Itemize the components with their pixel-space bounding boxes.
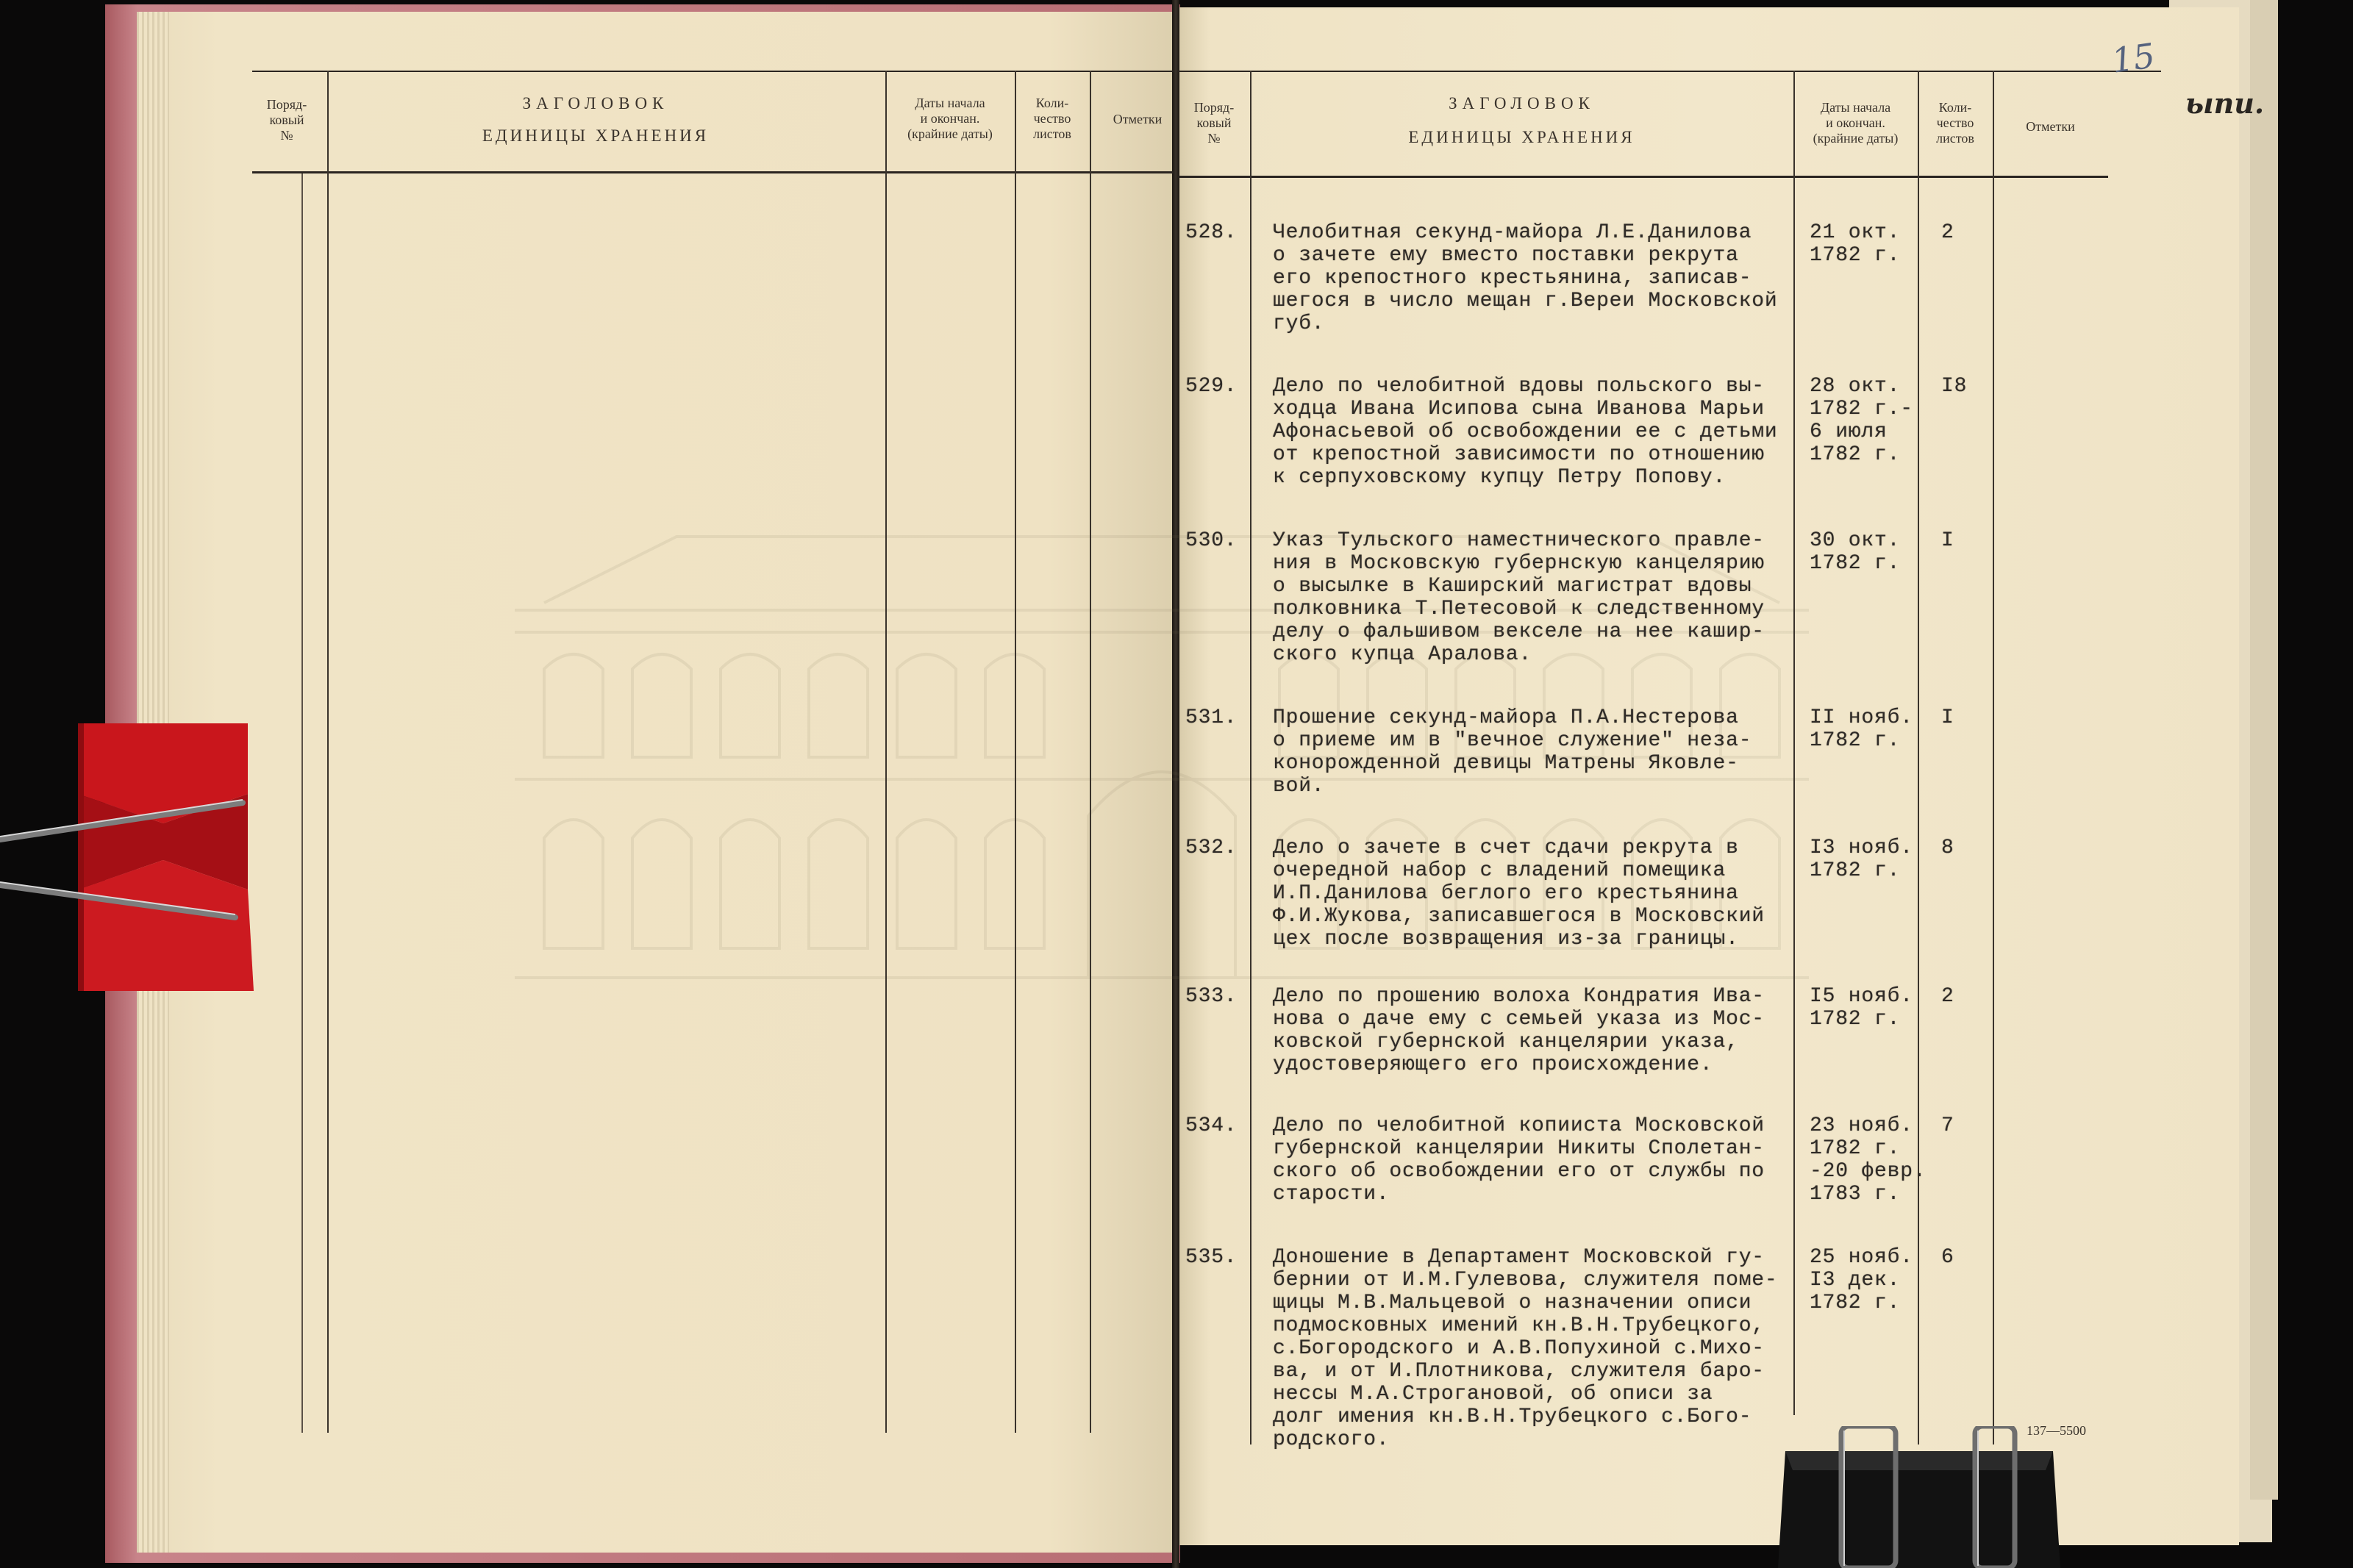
item-sheet-count: 6	[1941, 1246, 1954, 1269]
right-header-top-rule	[1178, 71, 2161, 72]
header-label: Коли-	[1035, 96, 1069, 110]
left-header-dates	[885, 96, 1015, 142]
item-title-line: ния в Московскую губернскую канцелярию	[1273, 552, 1765, 575]
form-code: 137—5500	[2027, 1423, 2086, 1438]
header-label: Поряд-	[266, 97, 307, 112]
right-header-order-no	[1178, 100, 1250, 146]
item-sheet-count: I	[1941, 706, 1954, 729]
item-dates-line: 1783 г.	[1810, 1183, 1901, 1206]
item-dates-line: 1782 г.	[1810, 552, 1901, 575]
page-number: 15	[2109, 35, 2158, 81]
right-column-rule	[1993, 71, 1994, 1445]
item-title-line: вой.	[1273, 775, 1325, 798]
item-sheet-count: 8	[1941, 837, 1954, 859]
item-title-line: удостоверяющего его происхождение.	[1273, 1053, 1713, 1076]
right-header-bottom-rule	[1178, 176, 2108, 178]
item-title-line: губернской канцелярии Никиты Сполетан-	[1273, 1137, 1765, 1160]
header-label: и окончан.	[920, 111, 980, 126]
item-title-line: нессы М.А.Строгановой, об описи за	[1273, 1383, 1713, 1406]
item-title-line: от крепостной зависимости по отношению	[1273, 443, 1765, 466]
item-dates-line: 30 окт.	[1810, 529, 1901, 552]
header-label: чество	[1033, 111, 1071, 126]
item-title-line: ходца Ивана Исипова сына Иванова Марьи	[1273, 398, 1765, 420]
item-title-line: И.П.Данилова беглого его крестьянина	[1273, 882, 1739, 905]
item-number: 535.	[1185, 1246, 1238, 1269]
item-dates	[1810, 837, 1913, 882]
item-title	[1273, 1114, 1765, 1206]
left-header-bottom-rule	[252, 171, 1174, 173]
header-label: Даты начала	[1820, 100, 1891, 115]
item-number: 532.	[1185, 837, 1238, 859]
item-title-line: о зачете ему вместо поставки рекрута	[1273, 244, 1739, 267]
item-title-line: Указ Тульского наместнического правле-	[1273, 529, 1765, 552]
item-dates	[1810, 529, 1900, 575]
red-binder-clip	[0, 706, 265, 1000]
item-number: 528.	[1185, 221, 1238, 244]
black-binder-clip	[1765, 1426, 2074, 1568]
left-column-rule	[1090, 71, 1091, 1433]
header-label: чество	[1936, 115, 1974, 130]
item-title-line: конорожденной девицы Матрены Яковле-	[1273, 752, 1739, 775]
item-dates-line: 28 окт.	[1810, 375, 1901, 398]
item-dates-line: 1782 г.	[1810, 1292, 1901, 1314]
item-dates	[1810, 1246, 1913, 1314]
item-title-line: ского купца Аралова.	[1273, 643, 1532, 666]
item-dates-line: -20 февр.	[1810, 1160, 1927, 1183]
item-dates	[1810, 706, 1913, 752]
item-dates-line: 1782 г.-	[1810, 398, 1913, 420]
item-title-line: шегося в число мещан г.Вереи Московской	[1273, 290, 1778, 312]
item-dates-line: 1782 г.	[1810, 729, 1901, 752]
item-title-line: к серпуховскому купцу Петру Попову.	[1273, 466, 1727, 489]
header-label: листов	[1033, 126, 1071, 141]
item-title	[1273, 1246, 1778, 1451]
left-header-title: ЗАГОЛОВОК	[522, 94, 669, 112]
item-title	[1273, 706, 1752, 798]
item-title-line: долг имения кн.В.Н.Трубецкого с.Бого-	[1273, 1406, 1752, 1428]
item-title-line: ковской губернской канцелярии указа,	[1273, 1031, 1739, 1053]
item-number: 533.	[1185, 985, 1238, 1008]
item-dates-line: 1782 г.	[1810, 859, 1901, 882]
item-title-line: Дело о зачете в счет сдачи рекрута в	[1273, 837, 1739, 859]
item-sheet-count: I8	[1941, 375, 1968, 398]
header-label: (крайние даты)	[907, 126, 993, 141]
item-dates-line: 25 нояб.	[1810, 1246, 1913, 1269]
header-label: Даты начала	[915, 96, 985, 110]
item-title	[1273, 221, 1778, 335]
item-dates	[1810, 221, 1900, 267]
right-header-dates	[1793, 100, 1918, 146]
item-dates-line: 1782 г.	[1810, 1137, 1901, 1160]
item-sheet-count: 2	[1941, 985, 1954, 1008]
left-column-rule	[327, 71, 329, 1433]
item-dates-line: 21 окт.	[1810, 221, 1901, 244]
header-label: и окончан.	[1826, 115, 1885, 130]
item-title-line: Ф.И.Жукова, записавшегося в Московский	[1273, 905, 1765, 928]
item-title-line: нова о даче ему с семьей указа из Мос-	[1273, 1008, 1765, 1031]
item-title-line: Челобитная секунд-майора Л.Е.Данилова	[1273, 221, 1752, 244]
underlying-sheet-edge	[2250, 0, 2278, 1500]
item-dates-line: I3 дек.	[1810, 1269, 1901, 1292]
right-header-sheets	[1918, 100, 1993, 146]
item-title-line: губ.	[1273, 312, 1325, 335]
left-header-notes: Отметки	[1113, 112, 1163, 126]
item-dates	[1810, 985, 1913, 1031]
header-label: листов	[1936, 131, 1974, 146]
item-dates-line: 1782 г.	[1810, 1008, 1901, 1031]
left-column-rule	[1015, 71, 1016, 1433]
item-title-line: очередной набор с владений помещика	[1273, 859, 1727, 882]
right-column-rule	[1793, 71, 1795, 1415]
right-column-rule	[1250, 71, 1252, 1445]
item-title-line: щицы М.В.Мальцевой о назначении описи	[1273, 1292, 1752, 1314]
item-title	[1273, 375, 1778, 489]
item-number: 531.	[1185, 706, 1238, 729]
item-title-line: подмосковных имений кн.В.Н.Трубецкого,	[1273, 1314, 1765, 1337]
item-dates	[1810, 375, 1913, 466]
item-dates-line: 6 июля	[1810, 420, 1888, 443]
item-title	[1273, 985, 1765, 1076]
item-title-line: о приеме им в "вечное служение" неза-	[1273, 729, 1752, 752]
item-sheet-count: 7	[1941, 1114, 1954, 1137]
item-title-line: с.Богородского и А.В.Попухиной с.Михо-	[1273, 1337, 1765, 1360]
left-header-sheets	[1015, 96, 1090, 142]
item-dates-line: 1782 г.	[1810, 244, 1901, 267]
item-number: 530.	[1185, 529, 1238, 552]
item-title-line: полковника Т.Петесовой к следственному	[1273, 598, 1765, 620]
item-title	[1273, 529, 1765, 666]
item-sheet-count: 2	[1941, 221, 1954, 244]
item-title-line: цех после возвращения из-за границы.	[1273, 928, 1739, 951]
item-title-line: Афонасьевой об освобождении ее с детьми	[1273, 420, 1778, 443]
item-title-line: ского об освобождении его от службы по	[1273, 1160, 1765, 1183]
item-title-line: бернии от И.М.Гулевова, служителя поме-	[1273, 1269, 1778, 1292]
right-header-notes: Отметки	[2026, 119, 2075, 134]
header-label: Коли-	[1938, 100, 1972, 115]
left-header-order-no	[250, 97, 324, 143]
item-title-line: старости.	[1273, 1183, 1390, 1206]
left-header-top-rule	[252, 71, 1174, 72]
left-column-rule	[301, 173, 303, 1433]
item-title-line: Дело по прошению волоха Кондратия Ива-	[1273, 985, 1765, 1008]
header-label: Поряд-	[1193, 100, 1235, 115]
item-number: 534.	[1185, 1114, 1238, 1137]
item-sheet-count: I	[1941, 529, 1954, 552]
margin-note: ыпи.	[2185, 87, 2265, 120]
right-header-title-sub: ЕДИНИЦЫ ХРАНЕНИЯ	[1408, 128, 1635, 146]
item-title-line: Дело по челобитной копииста Московской	[1273, 1114, 1765, 1137]
item-dates-line: I3 нояб.	[1810, 837, 1913, 859]
header-label: ковый	[269, 112, 304, 127]
item-title-line: Прошение секунд-майора П.А.Нестерова	[1273, 706, 1739, 729]
item-title-line: Дело по челобитной вдовы польского вы-	[1273, 375, 1765, 398]
item-title-line: ва, и от И.Плотникова, служителя баро-	[1273, 1360, 1765, 1383]
header-label: ковый	[1196, 115, 1232, 130]
left-header-title-sub: ЕДИНИЦЫ ХРАНЕНИЯ	[482, 126, 710, 145]
header-label: (крайние даты)	[1813, 131, 1899, 146]
item-title	[1273, 837, 1765, 951]
header-label: №	[280, 128, 293, 143]
item-title-line: родского.	[1273, 1428, 1390, 1451]
item-dates-line: 1782 г.	[1810, 443, 1901, 466]
right-header-title: ЗАГОЛОВОК	[1449, 94, 1595, 112]
item-dates	[1810, 1114, 1926, 1206]
item-title-line: делу о фальшивом векселе на нее кашир-	[1273, 620, 1765, 643]
header-label: №	[1207, 131, 1221, 146]
left-column-rule	[885, 71, 887, 1433]
right-column-rule	[1918, 71, 1919, 1445]
item-number: 529.	[1185, 375, 1238, 398]
item-dates-line: I5 нояб.	[1810, 985, 1913, 1008]
item-title-line: Доношение в Департамент Московской гу-	[1273, 1246, 1765, 1269]
item-title-line: его крепостного крестьянина, записав-	[1273, 267, 1752, 290]
item-dates-line: II нояб.	[1810, 706, 1913, 729]
item-title-line: о высылке в Каширский магистрат вдовы	[1273, 575, 1752, 598]
item-dates-line: 23 нояб.	[1810, 1114, 1913, 1137]
